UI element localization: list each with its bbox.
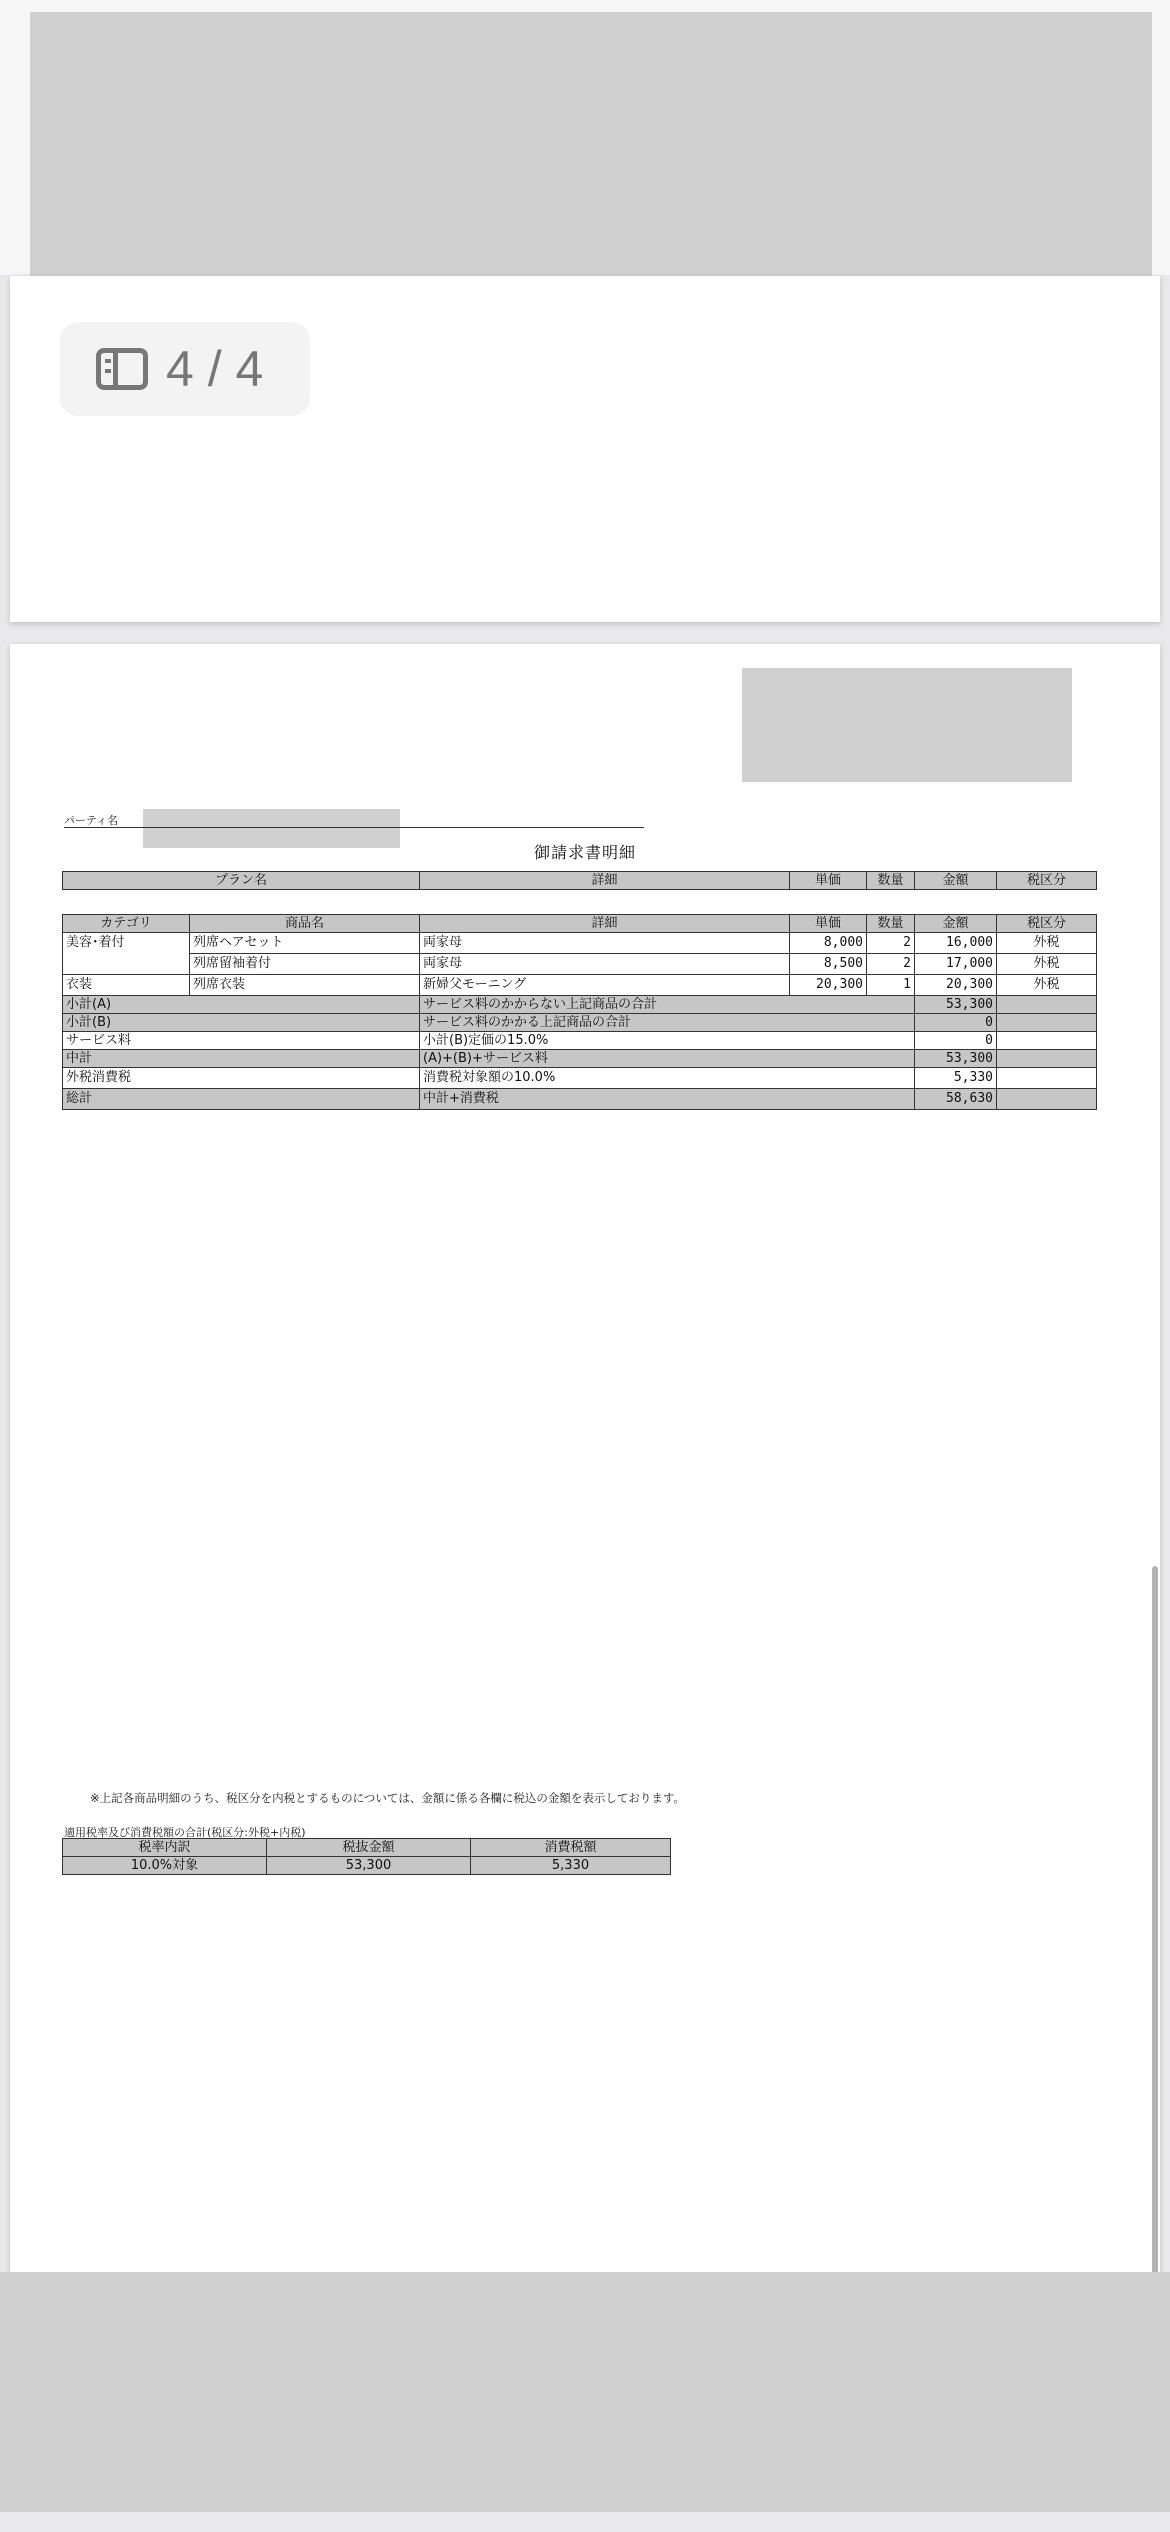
item-amount: 16,000	[915, 933, 997, 954]
table-row	[63, 975, 1097, 996]
tax-rate-cell: 10.0%対象	[63, 1857, 267, 1875]
item-unit-price: 8,000	[790, 933, 867, 954]
summary-detail: 消費税対象額の10.0%	[420, 1068, 915, 1089]
tax-net-header: 税抜金額	[267, 1839, 471, 1857]
item-tax-class: 外税	[997, 975, 1097, 996]
plan-tax-class-header: 税区分	[997, 872, 1097, 890]
quantity-header: 数量	[867, 915, 915, 933]
unit-price-header: 単価	[790, 915, 867, 933]
item-product: 列席衣装	[190, 975, 420, 996]
tax-summary-caption: 適用税率及び消費税額の合計(税区分:外税+内税)	[64, 1826, 306, 1839]
summary-detail: 中計+消費税	[420, 1089, 915, 1110]
summary-row	[63, 1032, 1097, 1050]
category-header: カテゴリ	[63, 915, 190, 933]
plan-table-header	[63, 872, 1097, 890]
item-detail: 新婦父モーニング	[420, 975, 790, 996]
item-tax-class: 外税	[997, 954, 1097, 975]
summary-amount: 0	[915, 1014, 997, 1032]
summary-label: 総計	[63, 1089, 420, 1110]
item-category: 衣装	[63, 975, 190, 996]
summary-row	[63, 1014, 1097, 1032]
summary-tax-class	[997, 1032, 1097, 1050]
pdf-page-previous	[10, 276, 1160, 622]
redacted-address-block	[742, 668, 1072, 782]
plan-detail-header: 詳細	[420, 872, 790, 890]
plan-quantity-header: 数量	[867, 872, 915, 890]
tax-summary-table	[62, 1838, 671, 1875]
items-table-header	[63, 915, 1097, 933]
item-tax-class: 外税	[997, 933, 1097, 954]
plan-amount-header: 金額	[915, 872, 997, 890]
summary-row	[63, 1050, 1097, 1068]
table-row	[63, 933, 1097, 954]
summary-detail: 小計(B)定価の15.0%	[420, 1032, 915, 1050]
item-amount: 17,000	[915, 954, 997, 975]
plan-table	[62, 871, 1097, 890]
product-header: 商品名	[190, 915, 420, 933]
summary-tax-class	[997, 996, 1097, 1014]
item-product: 列席留袖着付	[190, 954, 420, 975]
item-detail: 両家母	[420, 954, 790, 975]
item-quantity: 1	[867, 975, 915, 996]
item-quantity: 2	[867, 954, 915, 975]
plan-name-header: プラン名	[63, 872, 420, 890]
pdf-page-current	[10, 644, 1160, 2276]
summary-tax-class	[997, 1050, 1097, 1068]
item-category: 美容･着付	[63, 933, 190, 975]
document-title: 御請求書明細	[533, 843, 636, 862]
summary-label: サービス料	[63, 1032, 420, 1050]
item-unit-price: 20,300	[790, 975, 867, 996]
tax-class-header: 税区分	[997, 915, 1097, 933]
tax-display-note: ※上記各商品明細のうち、税区分を内税とするものについては、金額に係る各欄に税込の金額を表示しております。	[90, 1791, 685, 1805]
summary-amount: 5,330	[915, 1068, 997, 1089]
page-count: 4 / 4	[166, 341, 264, 397]
summary-label: 小計(A)	[63, 996, 420, 1014]
bottom-toolbar	[0, 2272, 1170, 2512]
summary-tax-class	[997, 1068, 1097, 1089]
items-table	[62, 914, 1097, 1110]
tax-net-cell: 53,300	[267, 1857, 471, 1875]
summary-detail: サービス料のかかる上記商品の合計	[420, 1014, 915, 1032]
summary-amount: 53,300	[915, 996, 997, 1014]
vertical-scrollbar[interactable]	[1152, 1566, 1158, 2276]
tax-amount-cell: 5,330	[471, 1857, 671, 1875]
summary-label: 外税消費税	[63, 1068, 420, 1089]
summary-row	[63, 1068, 1097, 1089]
item-unit-price: 8,500	[790, 954, 867, 975]
summary-row	[63, 996, 1097, 1014]
sidebar-toggle-icon	[96, 348, 148, 390]
tax-amount-header: 消費税額	[471, 1839, 671, 1857]
redacted-header-area	[30, 12, 1152, 276]
summary-tax-class	[997, 1014, 1097, 1032]
summary-amount: 53,300	[915, 1050, 997, 1068]
item-amount: 20,300	[915, 975, 997, 996]
page-indicator-button[interactable]	[60, 322, 310, 416]
summary-detail: (A)+(B)+サービス料	[420, 1050, 915, 1068]
tax-rate-header: 税率内訳	[63, 1839, 267, 1857]
plan-unit-price-header: 単価	[790, 872, 867, 890]
item-detail: 両家母	[420, 933, 790, 954]
summary-amount: 58,630	[915, 1089, 997, 1110]
item-product: 列席ヘアセット	[190, 933, 420, 954]
party-name-underline	[64, 827, 644, 828]
summary-tax-class	[997, 1089, 1097, 1110]
summary-row	[63, 1089, 1097, 1110]
amount-header: 金額	[915, 915, 997, 933]
tax-summary-header	[63, 1839, 671, 1857]
summary-label: 小計(B)	[63, 1014, 420, 1032]
item-quantity: 2	[867, 933, 915, 954]
detail-header: 詳細	[420, 915, 790, 933]
summary-label: 中計	[63, 1050, 420, 1068]
table-row	[63, 954, 1097, 975]
top-toolbar	[0, 0, 1170, 275]
party-name-label: パーティ名	[64, 814, 119, 827]
summary-amount: 0	[915, 1032, 997, 1050]
table-row	[63, 1857, 671, 1875]
summary-detail: サービス料のかからない上記商品の合計	[420, 996, 915, 1014]
